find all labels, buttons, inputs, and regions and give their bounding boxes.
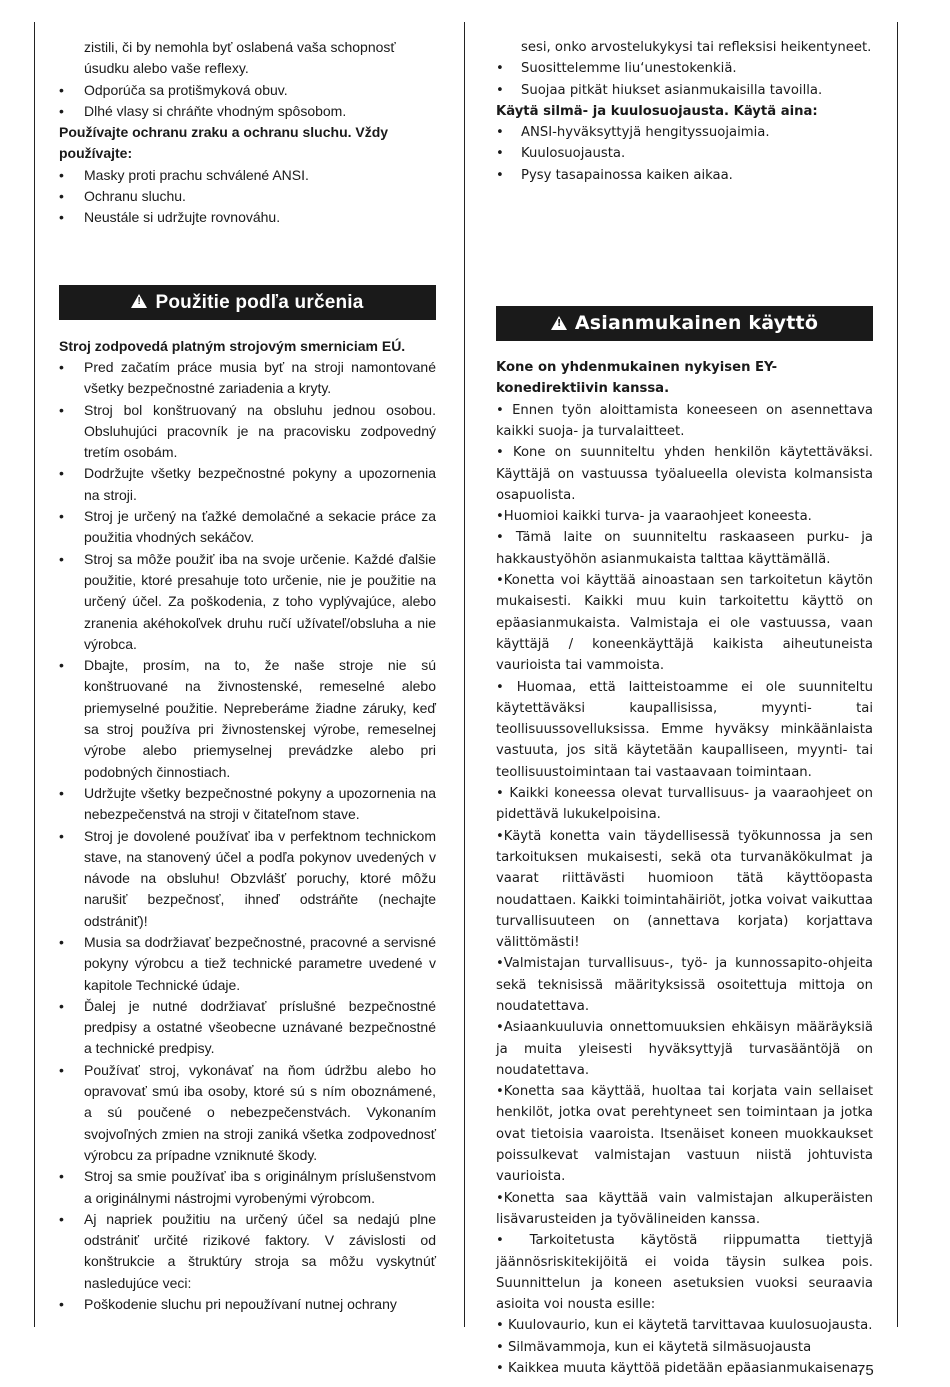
bullet-item: • Masky proti prachu schválené ANSI.: [59, 165, 436, 186]
bullet-item: • Pysy tasapainossa kaiken aikaa.: [496, 165, 873, 186]
paragraph: • Ennen työn aloittamista koneeseen on asennettava kaikki suoja- ja turvalaitteet.: [496, 402, 873, 439]
bullet-item: • Dlhé vlasy si chráňte vhodným spôsobom.: [59, 101, 436, 122]
paragraph: •Konetta saa käyttää vain valmistajan alkuperäisten lisävarusteiden ja työvälineiden kanssa.: [496, 1190, 873, 1227]
list-item: • Pred začatím práce musia byť na stroji namontované všetky bezpečnostné zariadenia a kryty.: [59, 357, 436, 400]
page-number: 75: [857, 1362, 874, 1379]
bullet-item: • Ochranu sluchu.: [59, 186, 436, 207]
column-divider: [464, 22, 465, 1327]
protection-heading: Käytä silmä- ja kuulosuojausta. Käytä aina:: [496, 103, 818, 119]
bullet-item: • Suojaa pitkät hiukset asianmukaisilla tavoilla.: [496, 80, 873, 101]
text-line: sesi, onko arvostelukykysi tai refleksisi heikentyneet.: [521, 40, 872, 55]
paragraph: • Kaikkea muuta käyttöä pidetään epäasianmukaisena.: [496, 1361, 863, 1377]
list-item: • Stroj je určený na ťažké demolačné a sekacie práce za použitia vhodných sekáčov.: [59, 506, 436, 549]
section-banner-left: [59, 285, 436, 320]
paragraph: • Kone on suunniteltu yhden henkilön käytettäväksi. Käyttäjä on vastuussa työalueella olevista kolmansista osapuolista.: [496, 445, 873, 503]
list-item: • Stroj bol konštruovaný na obsluhu jednou osobou. Obsluhujúci pracovník je na pracovisku zodpovedný tretím osobám.: [59, 400, 436, 464]
paragraph: • Tämä laite on suunniteltu raskaaseen purku- ja hakkaustyöhön asianmukaista talttaa käyttämällä.: [496, 530, 873, 567]
section-title: Použitie podľa určenia: [155, 291, 364, 313]
section-banner-right: [496, 306, 873, 341]
list-item: • Ďalej je nutné dodržiavať príslušné bezpečnostné predpisy a ostatné všeobecne uznávané bezpečnostné a technické predpisy.: [59, 996, 436, 1060]
warning-triangle-icon: [551, 316, 567, 330]
bullet-item: • Suosittelemme liu‘unestokenkiä.: [496, 58, 873, 79]
bullet-item: • Neustále si udržujte rovnováhu.: [59, 207, 436, 228]
section-intro: Kone on yhdenmukainen nykyisen EY-konedirektiivin kanssa.: [496, 360, 778, 397]
paragraph: •Asiaankuuluvia onnettomuuksien ehkäisyn määräyksiä ja muita yleisesti hyväksyttyjä turvasääntöjä on noudatettava.: [496, 1020, 873, 1078]
paragraph: • Kuulovaurio, kun ei käytetä tarvittavaa kuulosuojausta.: [496, 1318, 873, 1334]
left-column: [59, 37, 436, 1315]
protection-heading: Používajte ochranu zraku a ochranu sluchu. Vždy používajte:: [59, 124, 389, 162]
list-item: • Dbajte, prosím, na to, že naše stroje nie sú konštruované na živnostenské, remeselné alebo priemyselné použitie. Nepreberáme žiadne záruky, keď sa stroj používa pri živnostenskej výrobe, remeselnej výrobe alebo priemyselnej prevádzke alebo pri podobných činnostiach.: [59, 655, 436, 783]
paragraph: • Huomaa, että laitteistoamme ei ole suunniteltu käytettäväksi kaupallisissa, myynti- tai teollisuussovelluksissa. Emme hyväksy minkäänlaista vastuuta, jos sitä käytetään kaupalliseen, myynti- tai teollisuustoimintaan tai vastaavaan toimintaan.: [496, 679, 873, 780]
paragraph: •Valmistajan turvallisuus-, työ- ja kunnossapito-ohjeita sekä teknisissä määrityksissä osoitettuja mittoja on noudatettava.: [496, 956, 873, 1014]
list-item: • Aj napriek použitiu na určený účel sa nedajú plne odstrániť určité rizikové faktory. V závislosti od konštrukcie a štruktúry stroja sa môžu vyskytnúť nasledujúce veci:: [59, 1209, 436, 1294]
paragraph: •Huomioi kaikki turva- ja vaaraohjeet koneesta.: [496, 509, 812, 525]
text-line: úsudku alebo vaše reflexy.: [84, 60, 249, 77]
paragraph: • Tarkoitetusta käytöstä riippumatta tiettyjä jäännösriskitekijöitä ei voida täysin sulkea pois. Suunnittelun ja koneen asetuksien vuoksi seuraavia asioita voi nousta esille:: [496, 1233, 873, 1313]
bullet-item: • ANSI-hyväksyttyjä hengityssuojaimia.: [496, 122, 873, 143]
section-title: Asianmukainen käyttö: [574, 311, 819, 334]
paragraph: • Silmävammoja, kun ei käytetä silmäsuojausta: [496, 1339, 812, 1355]
paragraph: •Konetta saa käyttää, huoltaa tai korjata vain sellaiset henkilöt, jotka ovat perehtyneet sen toimintaan ja jotka ovat tietoisia vaaroista. Itsenäiset koneen muokkaukset poissulkevat valmistajan vastuun niistä johtuvista vaurioista.: [496, 1084, 873, 1185]
section-intro: Stroj zodpovedá platným strojovým smerniciam EÚ.: [59, 337, 406, 354]
list-item: • Poškodenie sluchu pri nepoužívaní nutnej ochrany: [59, 1294, 436, 1315]
right-border-line: [897, 22, 898, 1327]
list-item: • Stroj je dovolené používať iba v perfektnom technickom stave, na stanovený účel a podľa pokynov uvedených v návode na obsluhu! Obzvlášť poruchy, ktoré môžu narušiť bezpečnosť, ihneď odstráňte (nechajte odstrániť)!: [59, 826, 436, 932]
bullet-item: • Kuulosuojausta.: [496, 143, 873, 164]
list-item: • Udržujte všetky bezpečnostné pokyny a upozornenia na nebezpečenstvá na stroji v čitateľnom stave.: [59, 783, 436, 826]
list-item: • Stroj sa smie používať iba s originálnym príslušenstvom a originálnymi nástrojmi vyrobenými výrobcom.: [59, 1166, 436, 1209]
text-line: zistili, či by nemohla byť oslabená vaša schopnosť: [84, 39, 396, 55]
paragraph: • Kaikki koneessa olevat turvallisuus- ja vaaraohjeet on pidettävä lukukelpoisina.: [496, 786, 873, 823]
list-item: • Stroj sa môže použiť iba na svoje určenie. Každé ďalšie použitie, ktoré presahuje toto určenie, nie je použitie na určený účel. Za poškodenia, z toho vyplývajúce, alebo zranenia akéhokoľvek druhu ručí užívateľ/obsluha a nie výrobca.: [59, 549, 436, 655]
left-border-line: [34, 22, 35, 1327]
paragraph: •Käytä konetta vain täydellisessä työkunnossa ja sen tarkoituksen mukaisesti, sekä ota turvanäkökulmat ja vaarat riittävästi huomioon tätä käyttöopasta noudattaen. Kaikki toimintahäiriöt, jotka voivat vaikuttaa turvallisuuteen on (annettava korjata) korjattava välittömästi!: [496, 828, 873, 951]
warning-triangle-icon: [131, 294, 147, 308]
list-item: • Dodržujte všetky bezpečnostné pokyny a upozornenia na stroji.: [59, 463, 436, 506]
list-item: • Musia sa dodržiavať bezpečnostné, pracovné a servisné pokyny výrobcu a tiež technické parametre uvedené v kapitole Technické údaje.: [59, 932, 436, 996]
right-column: [496, 37, 873, 1379]
bullet-item: • Odporúča sa protišmyková obuv.: [59, 80, 436, 101]
paragraph: •Konetta voi käyttää ainoastaan sen tarkoitetun käytön mukaisesti. Kaikki muu kuin tarkoitettu käyttö on epäasianmukaista. Valmistaja ei ole vastuussa, vaan käyttäjä / koneenkäyttäjä kaikista aiheutuneista vaurioista tai vammoista.: [496, 573, 873, 674]
list-item: • Používať stroj, vykonávať na ňom údržbu alebo ho opravovať smú iba osoby, ktoré sú s ním oboznámené, a sú poučené o nebezpečenstvách. Vykonaním svojvoľných zmien na stroji zaniká všetka zodpovednosť výrobcu za prípadne vzniknuté škody.: [59, 1060, 436, 1166]
